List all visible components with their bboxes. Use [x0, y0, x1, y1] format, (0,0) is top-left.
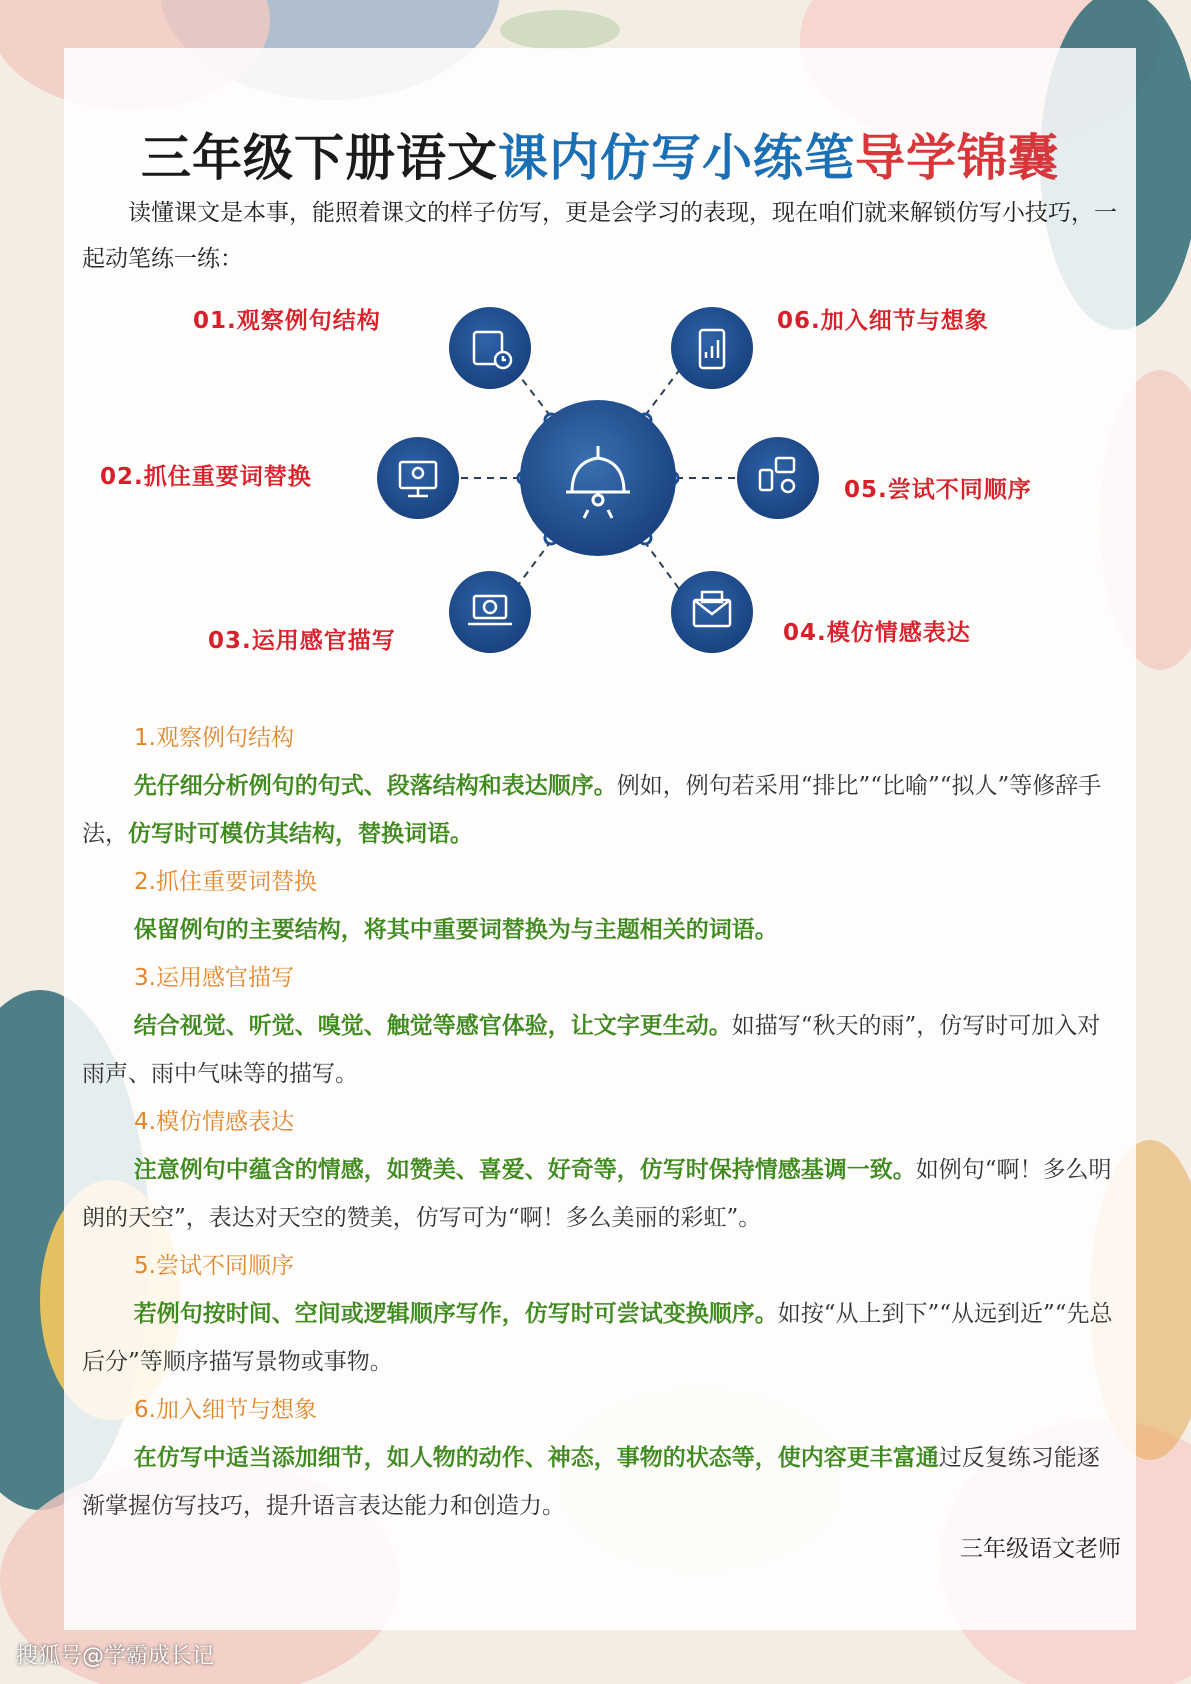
section-heading: 4.模仿情感表达: [134, 1109, 294, 1135]
sections-list: [82, 714, 1122, 1530]
section-text: 过反复练习能逐渐掌握仿写技巧，提升语言表达能力和创造力。: [82, 1445, 1100, 1519]
page-title: [64, 118, 1136, 190]
section-body: [82, 1434, 1122, 1530]
diagram-label-05: 05.尝试不同顺序: [844, 477, 1032, 503]
section-5: [82, 1242, 1122, 1386]
section-heading: 5.尝试不同顺序: [134, 1253, 294, 1279]
diagram-label-06: 06.加入细节与想象: [777, 308, 989, 334]
section-highlight: 在仿写中适当添加细节，如人物的动作、神态，事物的状态等，使内容更丰富通: [133, 1444, 939, 1471]
section-body: [82, 1290, 1122, 1386]
section-6: [82, 1386, 1122, 1530]
section-highlight: 保留例句的主要结构，将其中重要词替换为与主题相关的词语。: [133, 916, 778, 943]
section-body: [82, 762, 1122, 858]
section-text: 如例句“啊！多么明朗的天空”，表达对天空的赞美，仿写可为“啊！多么美丽的彩虹”。: [82, 1157, 1112, 1231]
title-part-2: 课内仿写小练笔: [498, 129, 855, 187]
intro-paragraph: 读懂课文是本事，能照着课文的样子仿写，更是会学习的表现，现在咱们就来解锁仿写小技巧，一起动笔练一练：: [82, 200, 1117, 272]
section-text: 例如，例句若采用“排比”“比喻”“拟人”等修辞手法，: [82, 773, 1102, 847]
section-body: [82, 906, 1122, 954]
section-highlight: 先仔细分析例句的句式、段落结构和表达顺序。: [133, 772, 617, 799]
title-part-1: 三年级下册语文: [141, 129, 498, 187]
diagram-label-04: 04.模仿情感表达: [783, 620, 971, 646]
signature: 三年级语文老师: [960, 1536, 1121, 1562]
section-text: 如按“从上到下”“从远到近”“先总后分”等顺序描写景物或事物。: [82, 1301, 1113, 1375]
section-highlight: 注意例句中蕴含的情感，如赞美、喜爱、好奇等，仿写时保持情感基调一致。: [133, 1156, 916, 1183]
diagram-label-02: 02.抓住重要词替换: [100, 464, 312, 490]
section-highlight: 若例句按时间、空间或逻辑顺序写作，仿写时可尝试变换顺序。: [133, 1300, 778, 1327]
section-highlight-2: 仿写时可模仿其结构，替换词语。: [128, 820, 473, 847]
section-highlight: 结合视觉、听觉、嗅觉、触觉等感官体验，让文字更生动。: [133, 1012, 732, 1039]
section-body: [82, 1146, 1122, 1242]
title-part-3: 导学锦囊: [855, 129, 1059, 187]
section-3: [82, 954, 1122, 1098]
section-heading: 3.运用感官描写: [134, 965, 294, 991]
section-heading: 1.观察例句结构: [134, 725, 294, 751]
section-heading: 6.加入细节与想象: [134, 1397, 317, 1423]
diagram-label-03: 03.运用感官描写: [208, 628, 396, 654]
section-4: [82, 1098, 1122, 1242]
section-2: [82, 858, 1122, 954]
section-body: [82, 1002, 1122, 1098]
diagram-label-01: 01.观察例句结构: [193, 308, 381, 334]
section-heading: 2.抓住重要词替换: [134, 869, 317, 895]
section-1: [82, 714, 1122, 858]
section-text: 如描写“秋天的雨”，仿写时可加入对雨声、雨中气味等的描写。: [82, 1013, 1101, 1087]
watermark: 搜狐号@学霸成长记: [16, 1644, 215, 1669]
